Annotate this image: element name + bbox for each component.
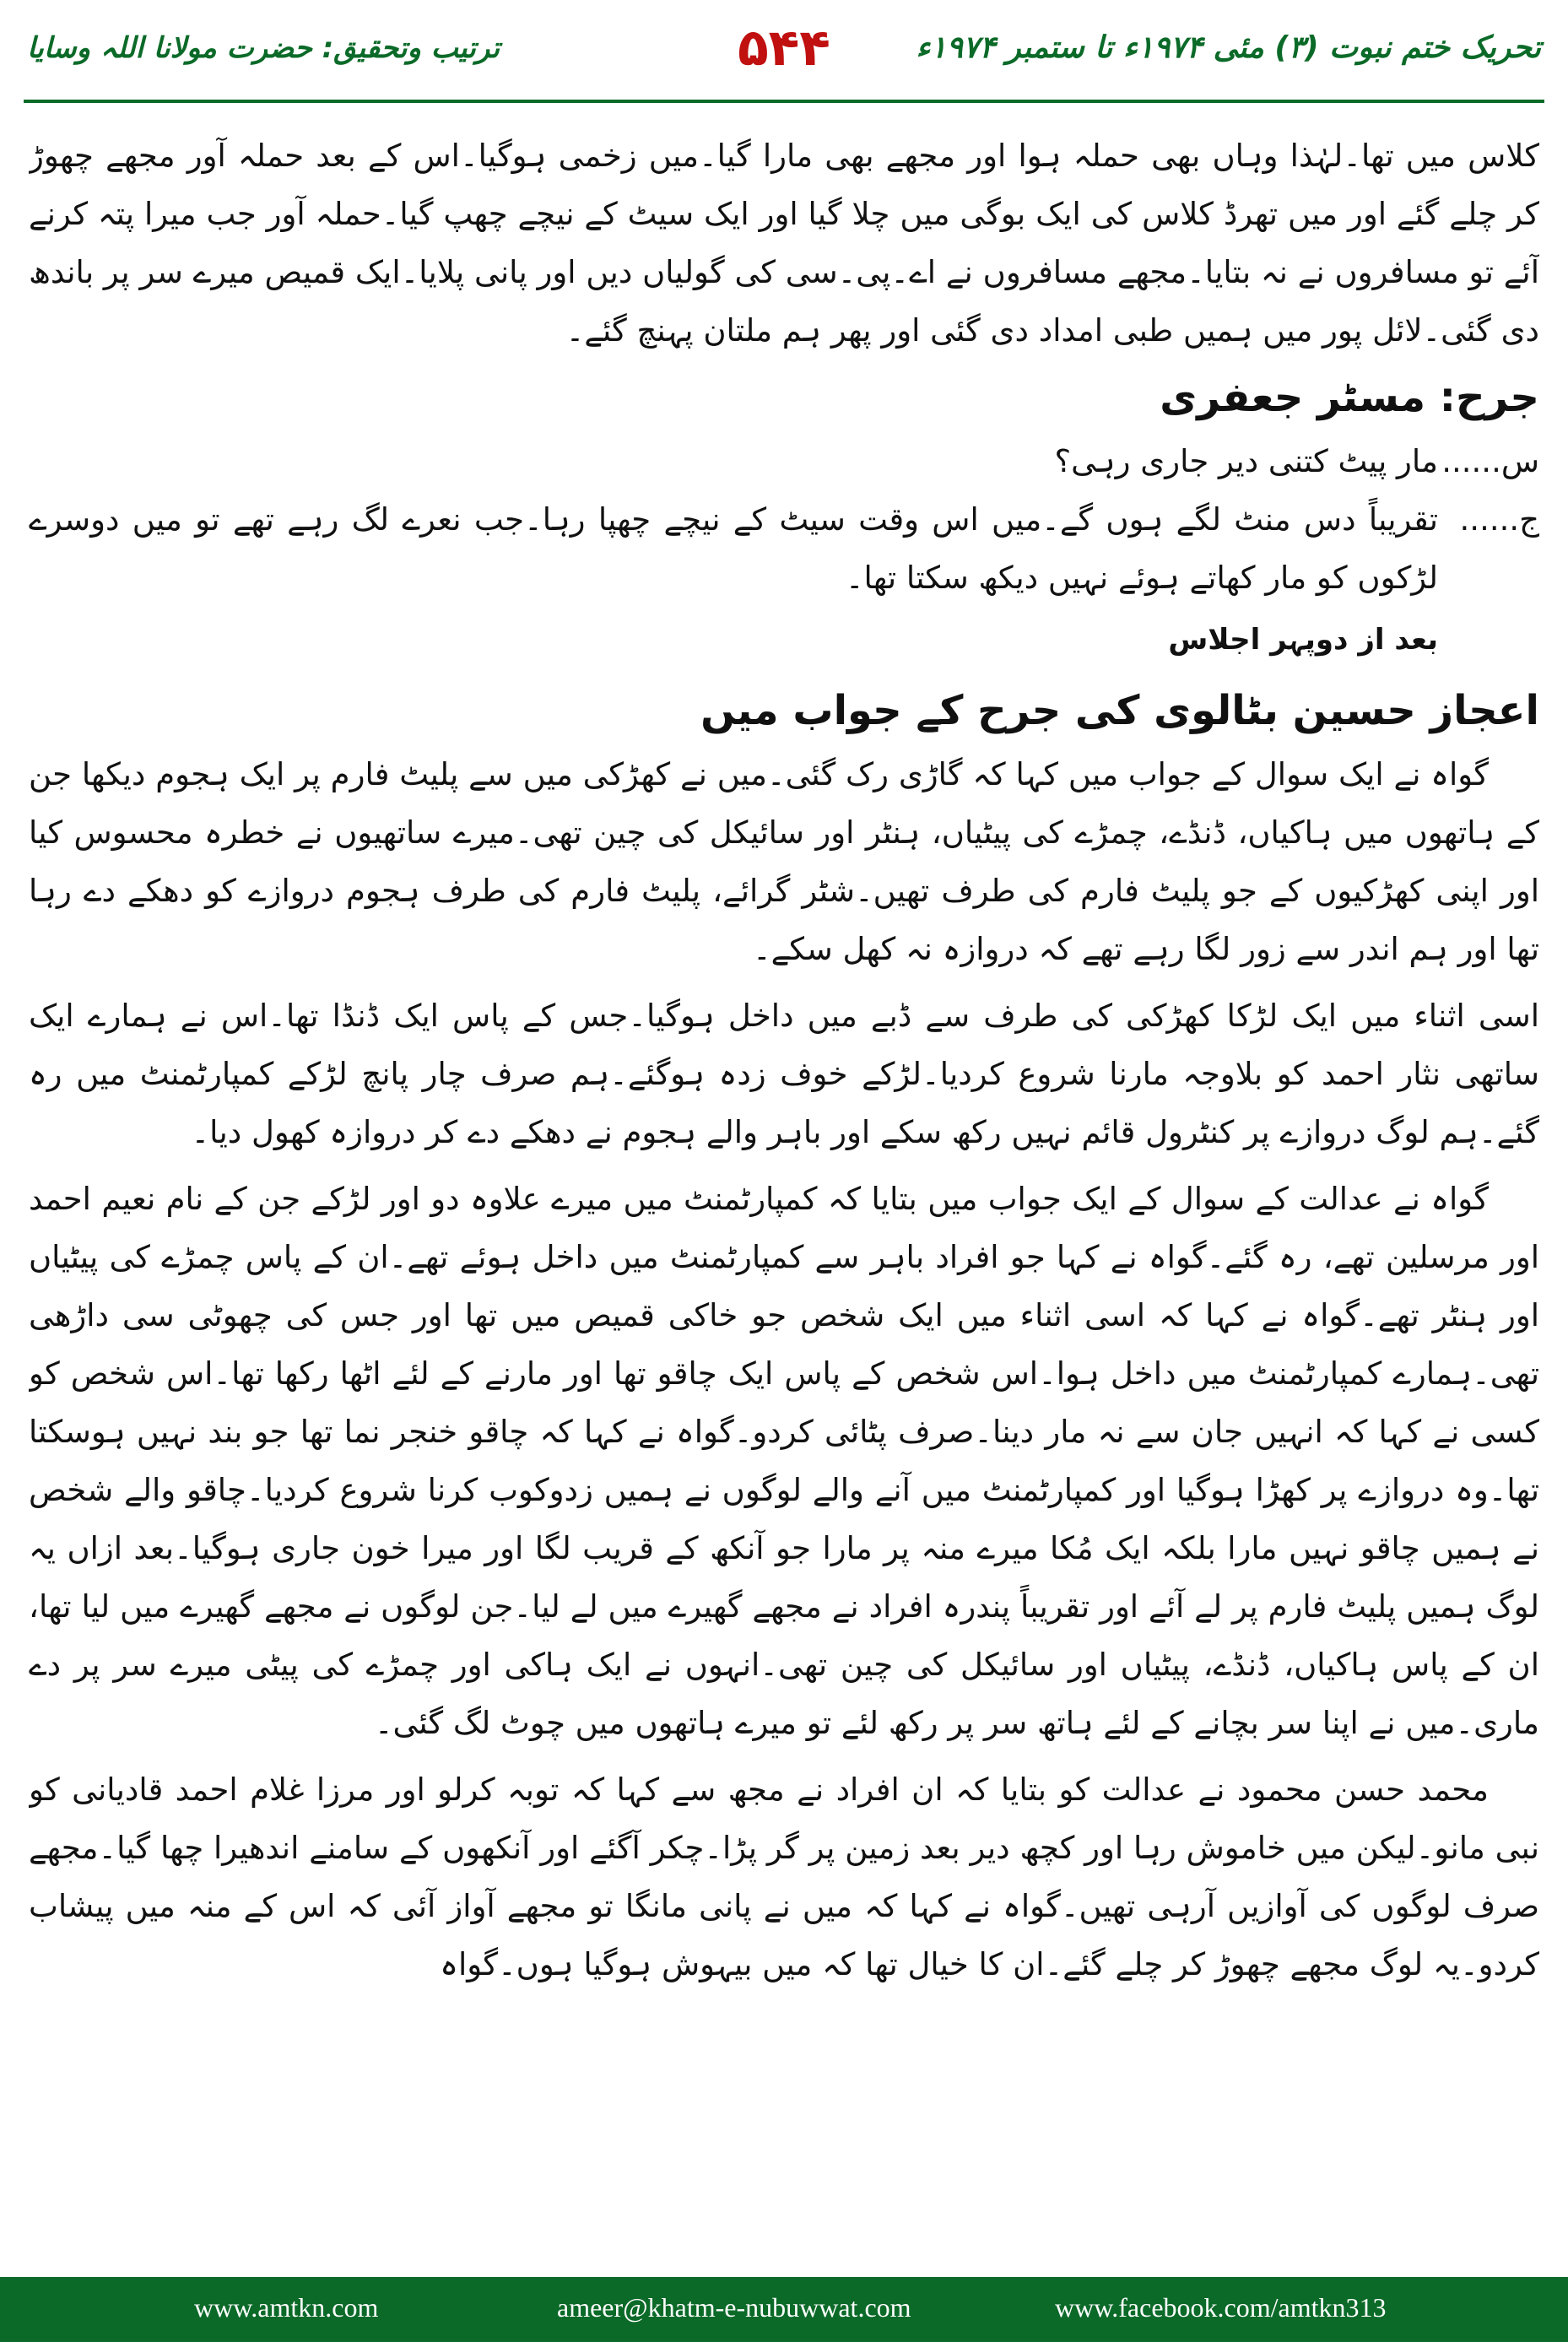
question-label: س...... <box>1441 443 1539 479</box>
paragraph-3: اسی اثناء میں ایک لڑکا کھڑکی کی طرف سے ڈبے میں داخل ہوگیا۔جس کے پاس ایک ڈنڈا تھا۔اس نے ہمارے ایک ساتھی نثار احمد کو بلاوجہ مارنا شروع کردیا۔لڑکے خوف زدہ ہوگئے۔ہم صرف چار پانچ لڑکے کمپارٹمنٹ میں رہ گئے۔ہم لوگ دروازے پر کنٹرول قائم نہیں رکھ سکے اور باہر والے ہجوم نے دھکے دے کر دروازہ کھول دیا۔ <box>29 998 1539 1150</box>
paragraph-4: گواہ نے عدالت کے سوال کے ایک جواب میں بتایا کہ کمپارٹمنٹ میں میرے علاوہ دو اور لڑکے جن کے نام نعیم احمد اور مرسلین تھے، رہ گئے۔گواہ نے کہا جو افراد باہر سے کمپارٹمنٹ میں داخل ہوئے تھے۔ان کے پاس چمڑے کی پیٹیاں اور ہنٹر تھے۔گواہ نے کہا کہ اسی اثناء میں ایک شخص جو خاکی قمیص میں تھا اور جس کی چھوٹی سی داڑھی تھی۔ہمارے کمپارٹمنٹ میں داخل ہوا۔اس شخص کے پاس ایک چاقو تھا اور مارنے کے لئے اٹھا رکھا تھا۔اس شخص کو کسی نے کہا کہ انہیں جان سے نہ مار دینا۔صرف پٹائی کردو۔گواہ نے کہا کہ چاقو خنجر نما تھا جو بند نہیں ہوسکتا تھا۔وہ دروازے پر کھڑا ہوگیا اور کمپارٹمنٹ میں آنے والے لوگوں نے ہمیں زدوکوب کرنا شروع کردیا۔چاقو والے شخص نے ہمیں چاقو نہیں مارا بلکہ ایک مُکا میرے منہ پر مارا جو آنکھ کے قریب لگا اور میرا خون جاری ہوگیا۔بعد ازاں یہ لوگ ہمیں پلیٹ فارم پر لے آئے اور تقریباً پندرہ افراد نے مجھے گھیرے میں لے لیا۔جن لوگوں نے مجھے گھیرے میں لیا تھا، ان کے پاس ہاکیاں، ڈنڈے، پیٹیاں اور سائیکل کی چین تھی۔انہوں نے ایک ہاکی اور چمڑے کی پیٹی میرے سر پر دے ماری۔میں نے اپنا سر بچانے کے لئے ہاتھ سر پر رکھ لئے تو میرے ہاتھوں میں چوٹ لگ گئی۔ <box>29 1181 1539 1741</box>
compiler-credit: ترتیب وتحقیق: حضرت مولانا اللہ وسایا <box>27 31 500 65</box>
page-number: ۵۴۴ <box>738 19 830 78</box>
page-body <box>29 127 1539 2270</box>
page-footer <box>0 2277 1568 2342</box>
page-header <box>0 0 1568 111</box>
paragraph-5: محمد حسن محمود نے عدالت کو بتایا کہ ان افراد نے مجھ سے کہا کہ توبہ کرلو اور مرزا غلام احمد قادیانی کو نبی مانو۔لیکن میں خاموش رہا اور کچھ دیر بعد زمین پر گر پڑا۔چکر آگئے اور آنکھوں کے سامنے اندھیرا چھا گیا۔مجھے صرف لوگوں کی آوازیں آرہی تھیں۔گواہ نے کہا کہ میں نے پانی مانگا تو مجھے آواز آئی کہ اس کے منہ میں پیشاب کردو۔یہ لوگ مجھے چھوڑ کر چلے گئے۔ان کا خیال تھا کہ میں بیہوش ہوگیا ہوں۔گواہ <box>29 1771 1539 1982</box>
website-link[interactable]: www.amtkn.com <box>194 2292 379 2323</box>
header-divider <box>24 100 1544 103</box>
paragraph-2: گواہ نے ایک سوال کے جواب میں کہا کہ گاڑی رک گئی۔میں نے کھڑکی میں سے پلیٹ فارم پر ایک ہجوم دیکھا جن کے ہاتھوں میں ہاکیاں، ڈنڈے، چمڑے کی پیٹیاں، ہنٹر اور سائیکل کی چین تھی۔میرے ساتھیوں نے خطرہ محسوس کیا اور اپنی کھڑکیوں کے جو پلیٹ فارم کی طرف تھیں۔شٹر گرائے، پلیٹ فارم کی طرف ہجوم دروازے کو دھکے دے رہا تھا اور ہم اندر سے زور لگا رہے تھے کہ دروازہ نہ کھل سکے۔ <box>29 756 1539 967</box>
facebook-link[interactable]: www.facebook.com/amtkn313 <box>1055 2292 1387 2323</box>
section-heading: اعجاز حسین بٹالوی کی جرح کے جواب میں <box>700 687 1539 734</box>
paragraph-1: کلاس میں تھا۔لہٰذا وہاں بھی حملہ ہوا اور مجھے بھی مارا گیا۔میں زخمی ہوگیا۔اس کے بعد حملہ آور مجھے چھوڑ کر چلے گئے اور میں تھرڈ کلاس کی ایک بوگی میں چلا گیا اور ایک سیٹ کے نیچے چھپ گیا۔حملہ آور جب میرا پتہ کرنے آئے تو مسافروں نے نہ بتایا۔مجھے مسافروں نے اے۔پی۔سی کی گولیاں دیں اور پانی پلایا۔ایک قمیص میرے سر پر باندھ دی گئی۔لائل پور میں ہمیں طبی امداد دی گئی اور پھر ہم ملتان پہنچ گئے۔ <box>29 138 1539 349</box>
question-text: مار پیٹ کتنی دیر جاری رہی؟ <box>1054 443 1438 479</box>
session-note: بعد از دوپہر اجلاس <box>1168 623 1438 657</box>
question-row <box>29 432 1539 490</box>
answer-label: ج...... <box>1459 501 1539 538</box>
answer-row <box>29 490 1539 607</box>
book-title: تحریک ختم نبوت (۳) مئی ۱۹۷۴ء تا ستمبر ۱۹۷۴ء <box>916 30 1541 65</box>
cross-examination-heading: جرح: مسٹر جعفری <box>1160 374 1539 421</box>
email-link[interactable]: ameer@khatm-e-nubuwwat.com <box>557 2292 911 2323</box>
answer-text: تقریباً دس منٹ لگے ہوں گے۔میں اس وقت سیٹ کے نیچے چھپا رہا۔جب نعرے لگ رہے تھے تو میں دوسرے لڑکوں کو مار کھاتے ہوئے نہیں دیکھ سکتا تھا۔ <box>29 501 1438 596</box>
